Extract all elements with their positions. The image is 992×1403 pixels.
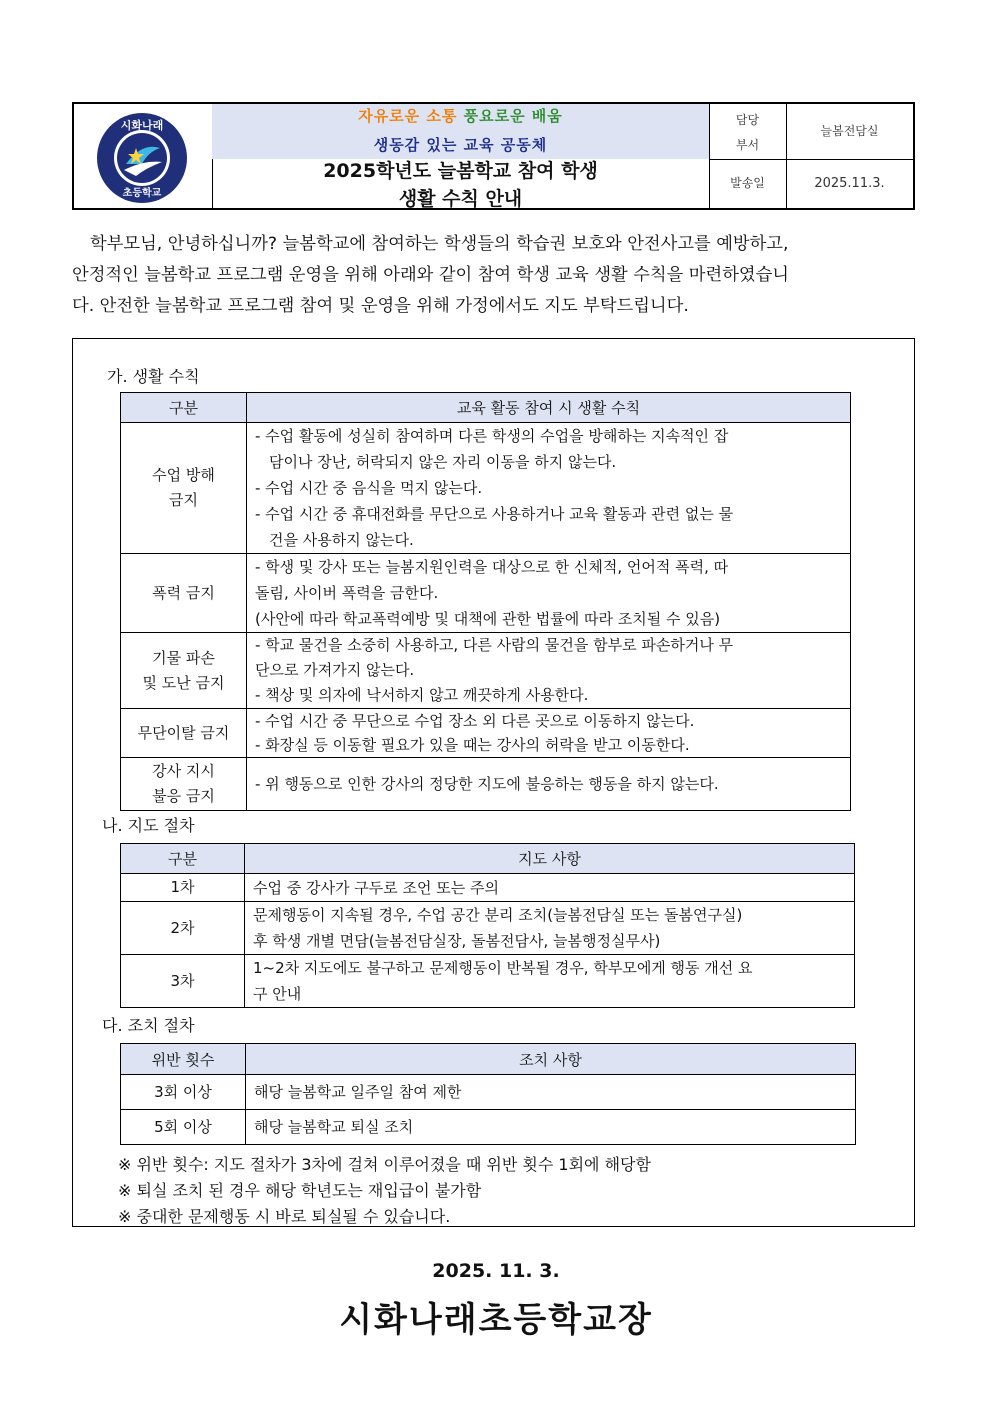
violation-count: 3회 이상 — [121, 1075, 246, 1110]
step-content: 문제행동이 지속될 경우, 수업 공간 분리 조치(늘봄전담실 또는 돌봄연구실) 후 학생 개별 면담(늘봄전담실장, 돌봄전담사, 늘봄행정실무사) — [245, 902, 855, 955]
step-content: 수업 중 강사가 구두로 조언 또는 주의 — [245, 874, 855, 902]
step-content: 1~2차 지도에도 불구하고 문제행동이 반복될 경우, 학부모에게 행동 개선 요 구 안내 — [245, 955, 855, 1008]
table-row — [121, 902, 855, 955]
rule-content: - 수업 시간 중 무단으로 수업 장소 외 다른 곳으로 이동하지 않는다. - 화장실 등 이동할 필요가 있을 때는 강사의 허락을 받고 이동한다. — [247, 709, 851, 758]
column-header: 위반 횟수 — [121, 1044, 246, 1075]
document-title-line-2: 생활 수칙 안내 — [398, 188, 523, 210]
intro-paragraph — [72, 229, 922, 322]
intro-line-3: 다. 안전한 늘봄학교 프로그램 참여 및 운영을 위해 가정에서도 지도 부탁드립니다. — [72, 296, 689, 316]
rule-category: 폭력 금지 — [121, 554, 247, 633]
title-cell — [212, 104, 710, 208]
intro-line-1: 학부모님, 안녕하십니까? 늘봄학교에 참여하는 학생들의 학습권 보호와 안전사고를 예방하고, — [90, 234, 789, 254]
table-header-row — [121, 393, 851, 423]
table-row — [121, 554, 851, 633]
rule-category: 무단이탈 금지 — [121, 709, 247, 758]
column-header: 조치 사항 — [246, 1044, 856, 1075]
date-label: 발송일 — [709, 159, 787, 208]
rules-table — [120, 392, 851, 811]
table-row — [121, 709, 851, 758]
table-row — [121, 423, 851, 554]
rule-content: - 수업 활동에 성실히 참여하며 다른 학생의 수업을 방해하는 지속적인 잡 담이나 장난, 허락되지 않은 자리 이동을 하지 않는다. - 수업 시간 중 음식을 먹지 않는다. - 수업 시간 중 휴대전화를 무단으로 사용하거나 교육 활동과 관련 없는 물 건을 사용하지 않는다. — [247, 423, 851, 554]
action-content: 해당 늘봄학교 일주일 참여 제한 — [246, 1075, 856, 1110]
table-row — [121, 1110, 856, 1145]
slogan-part-1: 자유로운 소통 — [358, 107, 458, 125]
table-row — [121, 955, 855, 1008]
intro-line-2: 안정적인 늘봄학교 프로그램 운영을 위해 아래와 같이 참여 학생 교육 생활 수칙을 마련하였습니 — [72, 265, 789, 285]
table-row — [121, 633, 851, 709]
footer-date: 2025. 11. 3. — [432, 1260, 560, 1282]
slogan-line-2: 생동감 있는 교육 공동체 — [373, 136, 548, 154]
notes-list — [118, 1152, 651, 1230]
violation-count: 5회 이상 — [121, 1110, 246, 1145]
document-title-line-1: 2025학년도 늘봄학교 참여 학생 — [323, 160, 598, 182]
column-header: 교육 활동 참여 시 생활 수칙 — [247, 393, 851, 423]
step-cell: 2차 — [121, 902, 245, 955]
action-content: 해당 늘봄학교 퇴실 조치 — [246, 1110, 856, 1145]
svg-text:초등학교: 초등학교 — [122, 188, 162, 199]
dept-label: 담당 부서 — [709, 104, 787, 160]
dept-value: 늘봄전담실 — [786, 104, 913, 160]
rule-category: 강사 지시 불응 금지 — [121, 758, 247, 811]
section-na-title: 나. 지도 절차 — [102, 816, 195, 835]
rule-category: 기물 파손 및 도난 금지 — [121, 633, 247, 709]
step-cell: 1차 — [121, 874, 245, 902]
note-item: ※ 중대한 문제행동 시 바로 퇴실될 수 있습니다. — [118, 1207, 451, 1226]
logo-cell — [74, 104, 213, 208]
note-item: ※ 퇴실 조치 된 경우 해당 학년도는 재입급이 불가함 — [118, 1181, 482, 1200]
column-header: 구분 — [121, 844, 245, 874]
table-row — [121, 758, 851, 811]
section-da-title: 다. 조치 절차 — [102, 1016, 195, 1035]
footer-signature: 시화나래초등학교장 — [339, 1300, 653, 1340]
slogan-band — [212, 104, 709, 159]
action-table — [120, 1043, 856, 1145]
table-row — [121, 1075, 856, 1110]
document-header — [72, 102, 915, 210]
rule-category: 수업 방해 금지 — [121, 423, 247, 554]
column-header: 구분 — [121, 393, 247, 423]
table-header-row — [121, 844, 855, 874]
table-row — [121, 874, 855, 902]
slogan-line-1 — [212, 105, 709, 126]
rule-content: - 위 행동으로 인한 강사의 정당한 지도에 불응하는 행동을 하지 않는다. — [247, 758, 851, 811]
rule-content: - 학교 물건을 소중히 사용하고, 다른 사람의 물건을 함부로 파손하거나 무 단으로 가져가지 않는다. - 책상 및 의자에 낙서하지 않고 깨끗하게 사용한다. — [247, 633, 851, 709]
section-ga-title: 가. 생활 수칙 — [107, 367, 200, 386]
column-header: 지도 사항 — [245, 844, 855, 874]
date-value: 2025.11.3. — [814, 176, 885, 191]
slogan-part-2: 풍요로운 배움 — [463, 107, 563, 125]
svg-text:시화나래: 시화나래 — [120, 119, 164, 132]
guidance-table — [120, 843, 855, 1008]
step-cell: 3차 — [121, 955, 245, 1008]
note-item: ※ 위반 횟수: 지도 절차가 3차에 걸쳐 이루어졌을 때 위반 횟수 1회에 해당함 — [118, 1155, 651, 1174]
rule-content: - 학생 및 강사 또는 늘봄지원인력을 대상으로 한 신체적, 언어적 폭력, 따 돌림, 사이버 폭력을 금한다. (사안에 따라 학교폭력예방 및 대책에 관한 법률에 따라 조치될 수 있음) — [247, 554, 851, 633]
table-header-row — [121, 1044, 856, 1075]
school-logo-icon — [96, 112, 188, 204]
